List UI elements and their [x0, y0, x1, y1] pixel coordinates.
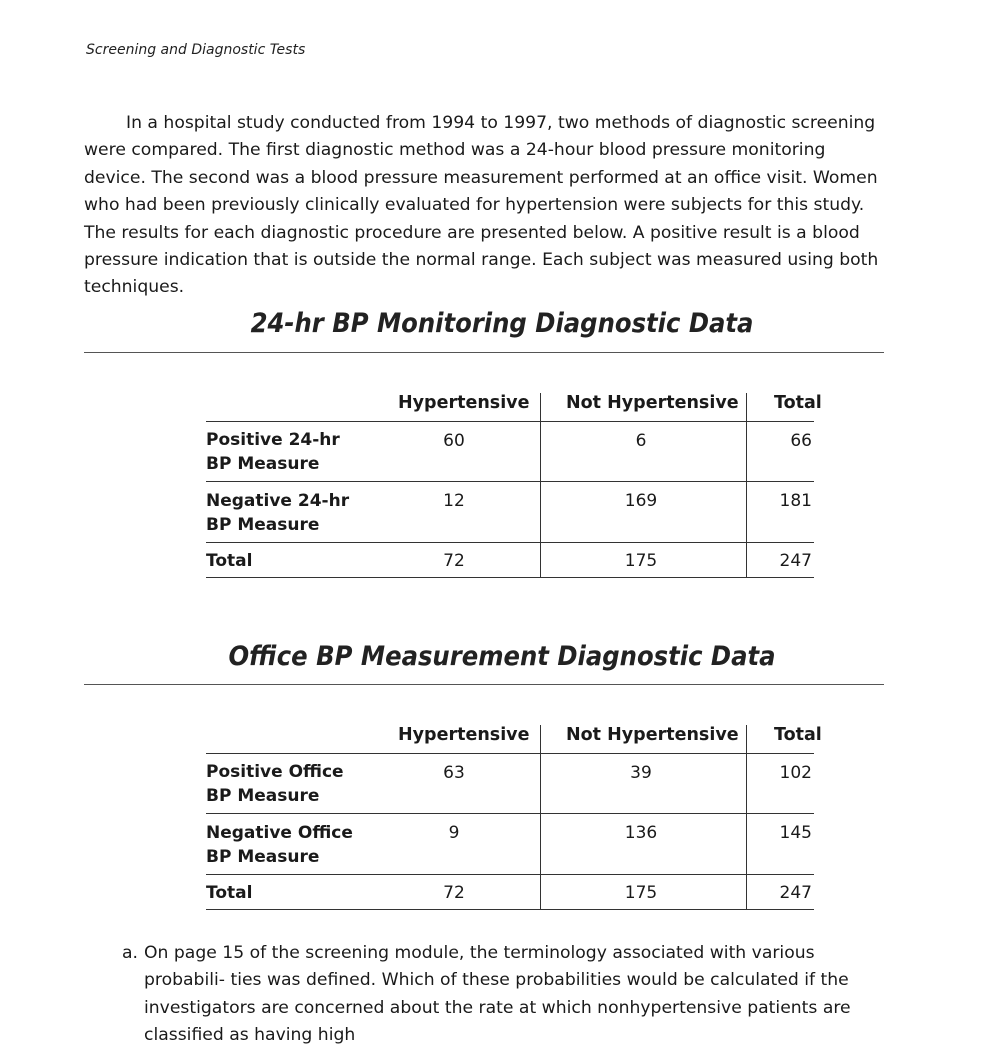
table2-row-label: Total	[206, 883, 253, 903]
table1-bottom-rule	[206, 577, 814, 578]
table1-cell: 12	[443, 491, 465, 511]
table1-cell: 169	[624, 491, 658, 511]
table1-row-label: Total	[206, 551, 253, 571]
table2-cell: 72	[443, 883, 465, 903]
running-head: Screening and Diagnostic Tests	[86, 42, 306, 58]
table2-row-rule	[206, 813, 814, 814]
table1-header-hypertensive: Hypertensive	[398, 393, 530, 413]
table2-header-total: Total	[774, 725, 822, 745]
table2-cell: 9	[448, 823, 460, 843]
table1-header-total: Total	[774, 393, 822, 413]
table1-cell: 6	[635, 431, 647, 451]
question-a	[122, 940, 882, 1050]
table2-grid	[206, 725, 822, 915]
table1-title-rule	[84, 352, 884, 353]
table1-cell: 66	[790, 431, 812, 451]
table1-cell: 72	[443, 551, 465, 571]
table2-bottom-rule	[206, 909, 814, 910]
table1-row-label: Positive 24-hr BP Measure	[206, 430, 340, 474]
table1-cell: 175	[624, 551, 658, 571]
table2-title: Office BP Measurement Diagnostic Data	[228, 641, 776, 672]
table2-row-rule	[206, 874, 814, 875]
table2-cell: 175	[624, 883, 658, 903]
question-a-text: On page 15 of the screening module, the terminology associated with various probabili- ties was defined. Which of these probabilities would be calculated if the investigators are concerned about the rate at which nonhypertensive patients are classified as having high	[144, 943, 851, 1046]
intro-paragraph: In a hospital study conducted from 1994 to 1997, two methods of diagnostic screening were compared. The first diagnostic method was a 24-hour blood pressure monitoring device. The second was a blood pressure measurement performed at an office visit. Women who had been previously clinically evaluated for hypertension were subjects for this study. The results for each diagnostic procedure are presented below. A positive result is a blood pressure indication that is outside the normal range. Each subject was measured using both techniques.	[84, 113, 879, 298]
table2-header-rule	[206, 753, 814, 754]
table2-cell: 102	[779, 763, 812, 783]
table1-title: 24-hr BP Monitoring Diagnostic Data	[250, 308, 754, 339]
table1-grid	[206, 393, 822, 583]
table2-title-rule	[84, 684, 884, 685]
table2-row-label: Positive Office BP Measure	[206, 762, 344, 806]
table2-cell: 145	[779, 823, 812, 843]
table2-cell: 136	[624, 823, 658, 843]
table1-header-not-hypertensive: Not Hypertensive	[566, 393, 739, 413]
table1-row-label: Negative 24-hr BP Measure	[206, 491, 350, 535]
table2-header-hypertensive: Hypertensive	[398, 725, 530, 745]
table1-header-rule	[206, 421, 814, 422]
table2-cell: 63	[443, 763, 465, 783]
table1-cell: 60	[443, 431, 465, 451]
table1-row-rule	[206, 481, 814, 482]
table2-cell: 39	[630, 763, 652, 783]
table2-cell: 247	[779, 883, 812, 903]
table1-cell: 247	[779, 551, 812, 571]
question-a-label: a.	[122, 943, 138, 963]
table2-row-label: Negative Office BP Measure	[206, 823, 353, 867]
table2-header-not-hypertensive: Not Hypertensive	[566, 725, 739, 745]
table1-row-rule	[206, 542, 814, 543]
table1-cell: 181	[779, 491, 812, 511]
